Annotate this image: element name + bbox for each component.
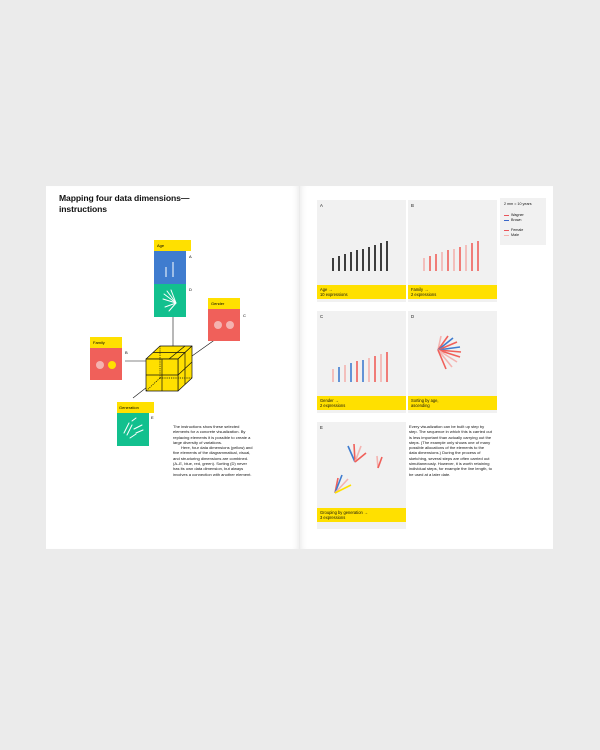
gender-c-block <box>208 309 240 341</box>
panel-b: B Family → 2 expressions <box>408 200 497 302</box>
left-body-text: The instructions show these selected elements for a concrete visualization. By replacing elements it is possible to create a large diversity of variations. Here, four data dimensions (yellow) and five elements of the diagrammatical, visual, and structuring dimensions are combined. (A–E, blue, red, green). Sorting (D) never has its own data dimension, but always involves a connection with another element. <box>173 424 253 477</box>
svg-text:A: A <box>189 254 192 259</box>
panel-e-caption: Grouping by generation → 3 expressions <box>317 508 406 522</box>
svg-text:B: B <box>125 350 128 355</box>
panel-a-caption: Age → 10 expressions <box>317 285 406 299</box>
age-label: Age <box>157 243 165 248</box>
age-a-block <box>154 251 186 284</box>
legend-item-wagner: Wagner <box>504 213 524 217</box>
gender-label: Gender <box>211 301 225 306</box>
family-b-block <box>90 348 122 380</box>
svg-text:C: C <box>243 313 246 318</box>
panel-e: E Grouping by generation → 3 expressions <box>317 422 406 529</box>
right-body-text: Every visualization can be built up step by step. The sequence in which this is carried out is less important than actually carrying out the steps. (The example only shows one of many possible allocations of the elements to the data dimensions.) During the process of sketching, several steps are often carried out simultaneously. However, it is worth retaining individual steps, for example the line length, to be used at a later date. <box>409 424 493 477</box>
generation-e-block <box>117 413 149 446</box>
panel-c-caption: Gender → 2 expressions <box>317 396 406 410</box>
generation-label: Generation <box>119 405 139 410</box>
family-label: Family <box>93 340 105 345</box>
legend-scale: 2 mm = 10 years <box>504 202 532 206</box>
svg-text:D: D <box>189 287 192 292</box>
legend-item-brown: Brown <box>504 218 521 222</box>
legend <box>500 198 546 245</box>
legend-item-female: Female <box>504 228 523 232</box>
cube-diagram <box>46 186 299 549</box>
age-d-block <box>154 284 186 317</box>
right-page <box>300 186 553 549</box>
panel-a: A Age → 10 expressions <box>317 200 406 302</box>
panel-c: C Gender → 2 expressions <box>317 311 406 413</box>
panel-d: D Sorting by age, ascending <box>408 311 497 413</box>
data-cube <box>146 346 192 391</box>
panel-b-caption: Family → 2 expressions <box>408 285 497 299</box>
panel-d-caption: Sorting by age, ascending <box>408 396 497 410</box>
svg-text:E: E <box>151 415 154 420</box>
page-title: Mapping four data dimensions—instructions <box>59 193 190 214</box>
left-page <box>46 186 299 549</box>
legend-item-male: Male <box>504 233 519 237</box>
